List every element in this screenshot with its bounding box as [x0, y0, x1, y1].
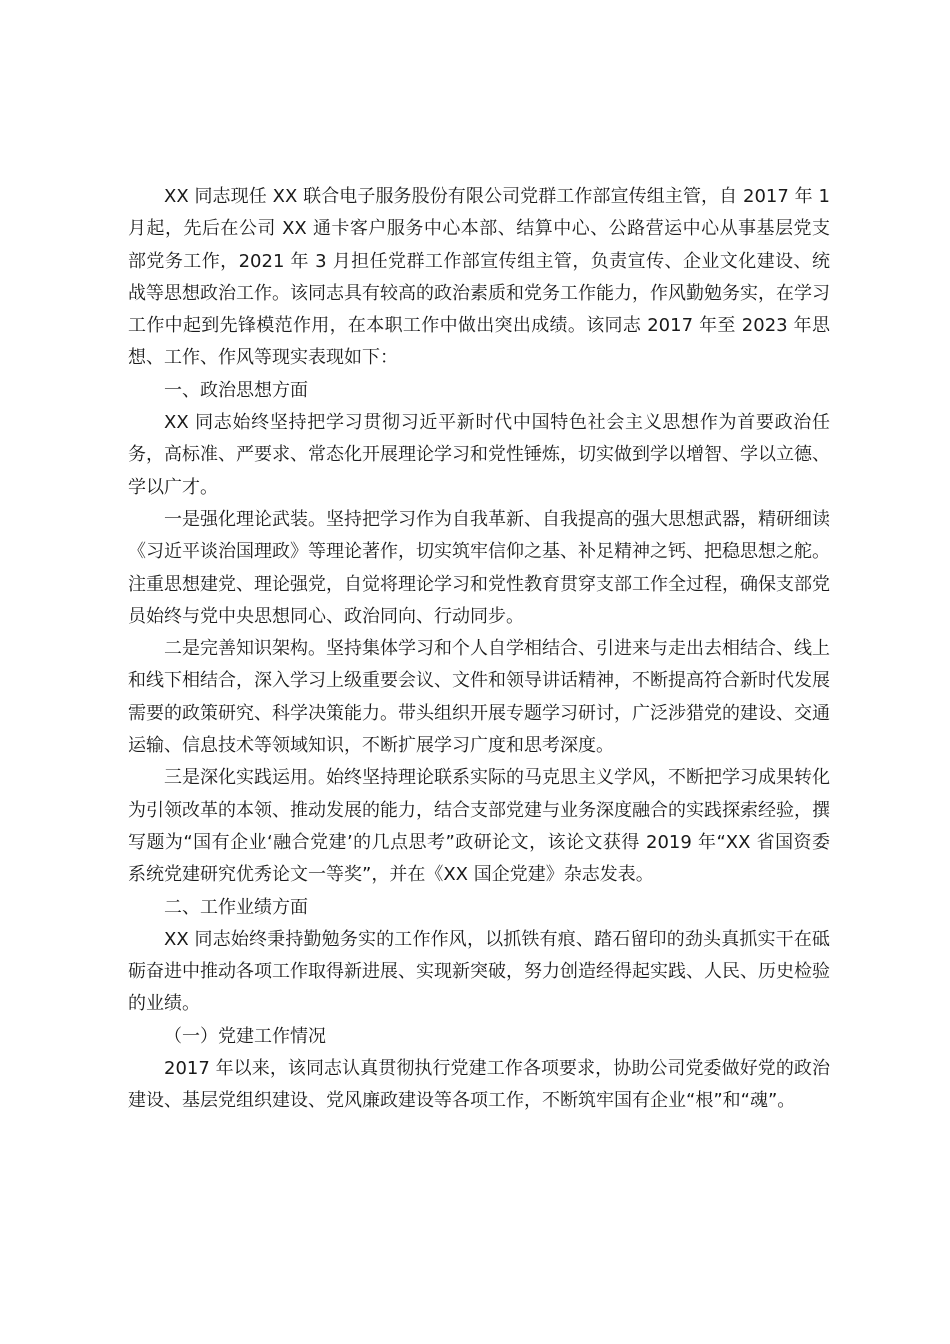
subsection-heading-party-building: （一）党建工作情况	[164, 1025, 326, 1047]
paragraph-theory: 一是强化理论武装。坚持把学习作为自我革新、自我提高的强大思想武器，精研细读《习近平谈治国理政》等理论著作，切实筑牢信仰之基、补足精神之钙、把稳思想之舵。注重思想建党、理论强党，自觉将理论学习和党性教育贯穿支部工作全过程，确保支部党员始终与党中央思想同心、政治同向、行动同步。	[128, 508, 830, 627]
section-heading-political: 一、政治思想方面	[164, 379, 308, 401]
paragraph-performance-summary: XX 同志始终秉持勤勉务实的工作作风，以抓铁有痕、踏石留印的劲头真抓实干在砥砺奋进中推动各项工作取得新进展、实现新突破，努力创造经得起实践、人民、历史检验的业绩。	[128, 928, 830, 1015]
paragraph-knowledge: 二是完善知识架构。坚持集体学习和个人自学相结合、引进来与走出去相结合、线上和线下相结合，深入学习上级重要会议、文件和领导讲话精神，不断提高符合新时代发展需要的政策研究、科学决策能力。带头组织开展专题学习研讨，广泛涉猎党的建设、交通运输、信息技术等领域知识，不断扩展学习广度和思考深度。	[128, 638, 830, 757]
paragraph-intro: XX 同志现任 XX 联合电子服务股份有限公司党群工作部宣传组主管，自 2017 年 1 月起，先后在公司 XX 通卡客户服务中心本部、结算中心、公路营运中心从事基层党支部党务工作，2021 年 3 月担任党群工作部宣传组主管，负责宣传、企业文化建设、统战等思想政治工作。该同志具有较高的政治素质和党务工作能力，作风勤勉务实，在学习工作中起到先锋模范作用，在本职工作中做出突出成绩。该同志 2017 年至 2023 年思想、工作、作风等现实表现如下：	[128, 186, 830, 369]
section-heading-performance: 二、工作业绩方面	[164, 896, 308, 918]
document-body	[128, 181, 830, 1118]
paragraph-party-building: 2017 年以来，该同志认真贯彻执行党建工作各项要求，协助公司党委做好党的政治建设、基层党组织建设、党风廉政建设等各项工作，不断筑牢国有企业“根”和“魂”。	[128, 1058, 830, 1112]
paragraph-political-summary: XX 同志始终坚持把学习贯彻习近平新时代中国特色社会主义思想作为首要政治任务，高标准、严要求、常态化开展理论学习和党性锤炼，切实做到学以增智、学以立德、学以广才。	[128, 412, 830, 498]
paragraph-practice: 三是深化实践运用。始终坚持理论联系实际的马克思主义学风，不断把学习成果转化为引领改革的本领、推动发展的能力，结合支部党建与业务深度融合的实践探索经验，撰写题为“国有企业‘融合党建’的几点思考”政研论文，该论文获得 2019 年“XX 省国资委系统党建研究优秀论文一等奖”，并在《XX 国企党建》杂志发表。	[128, 767, 830, 886]
